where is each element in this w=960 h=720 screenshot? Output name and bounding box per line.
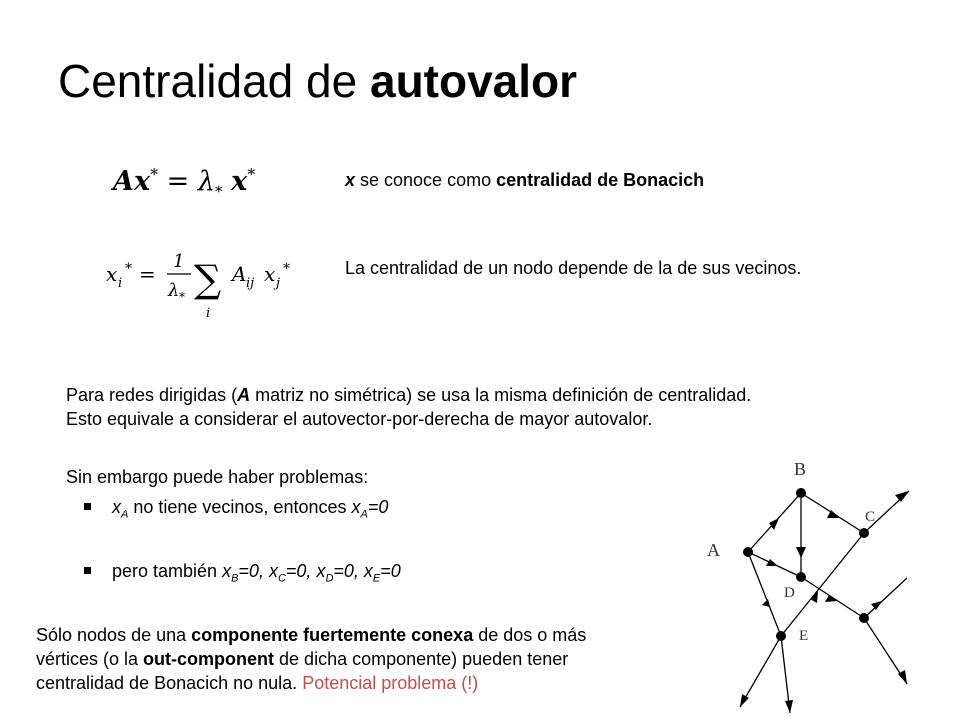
svg-text:1: 1: [173, 251, 185, 272]
svg-text:*: *: [125, 261, 132, 277]
problems-list: [84, 495, 401, 590]
arrow-b-d: [796, 547, 806, 558]
svg-text:i: i: [118, 276, 123, 291]
arrow-e-out1: [740, 694, 749, 707]
node-a: [743, 547, 753, 557]
label-e: E: [799, 628, 809, 644]
problem-warning: Potencial problema (!): [302, 673, 479, 693]
conclusion-line-3: centralidad de Bonacich no nula. Potencial problema (!): [36, 673, 479, 693]
label-c: C: [865, 509, 876, 525]
arrow-d-f: [825, 595, 838, 602]
conclusion-line-2: vértices (o la out-component de dicha componente) pueden tener: [36, 649, 569, 669]
eigen-equation: $Ax^* = \lambda_*$ x*: [113, 165, 256, 201]
arrow-a-b: [769, 518, 779, 530]
conclusion-line-1: Sólo nodos de una componente fuertemente conexa de dos o más: [36, 625, 587, 645]
svg-text:ij: ij: [246, 276, 255, 291]
svg-text:*: *: [283, 261, 290, 277]
arrow-a-e: [762, 599, 770, 607]
node-c: [859, 528, 869, 538]
arrow-a-d: [766, 559, 778, 566]
arrow-in-f: [871, 601, 882, 610]
svg-text:j: j: [276, 276, 281, 291]
slide-title: [58, 55, 578, 107]
node-f: [859, 613, 869, 623]
problems-intro: Sin embargo puede haber problemas:: [66, 467, 369, 487]
conclusion-paragraph: [36, 623, 586, 695]
directed-graph: [690, 455, 915, 717]
svg-text:λ: λ: [168, 280, 180, 301]
node-d: [796, 572, 806, 582]
component-equation: [106, 243, 326, 328]
arrow-e-out2: [785, 700, 793, 713]
arrow-c-out: [895, 491, 909, 502]
edge-e-out1: [740, 636, 781, 707]
bonacich-note: x se conoce como centralidad de Bonacich: [345, 170, 705, 190]
svg-text:x: x: [106, 262, 118, 286]
label-d: D: [784, 585, 795, 601]
title-normal: Centralidad de: [58, 55, 370, 107]
svg-text:*: *: [179, 290, 185, 304]
directed-paragraph: [66, 383, 751, 431]
svg-text:i: i: [206, 306, 211, 321]
svg-text:=: =: [139, 262, 156, 286]
directed-line-1: Para redes dirigidas (A matriz no simétrica) se usa la misma definición de centralidad.: [66, 385, 752, 405]
svg-text:∑: ∑: [194, 257, 222, 301]
arrow-c-e: [810, 591, 818, 603]
problem-item-2: pero también $x_B=0$, $x_C=0$, $x_D=0$, $x_E=0$: [84, 559, 401, 591]
edge-in-f: [864, 578, 907, 618]
directed-line-2: Esto equivale a considerar el autovector-por-derecha de mayor autovalor.: [66, 409, 653, 429]
title-bold: autovalor: [369, 55, 578, 107]
svg-text:x: x: [264, 262, 276, 286]
problem-item-1: $x_A$ no tiene vecinos, entonces $x_A=0$: [84, 495, 401, 527]
graph-arrowheads: [740, 491, 909, 713]
node-b: [796, 488, 806, 498]
label-a: A: [707, 540, 720, 560]
label-b: B: [794, 459, 807, 479]
svg-text:A: A: [232, 262, 247, 286]
node-e: [776, 631, 786, 641]
graph-nodes: [743, 488, 869, 641]
neighbors-note: La centralidad de un nodo depende de la de sus vecinos.: [345, 258, 802, 278]
